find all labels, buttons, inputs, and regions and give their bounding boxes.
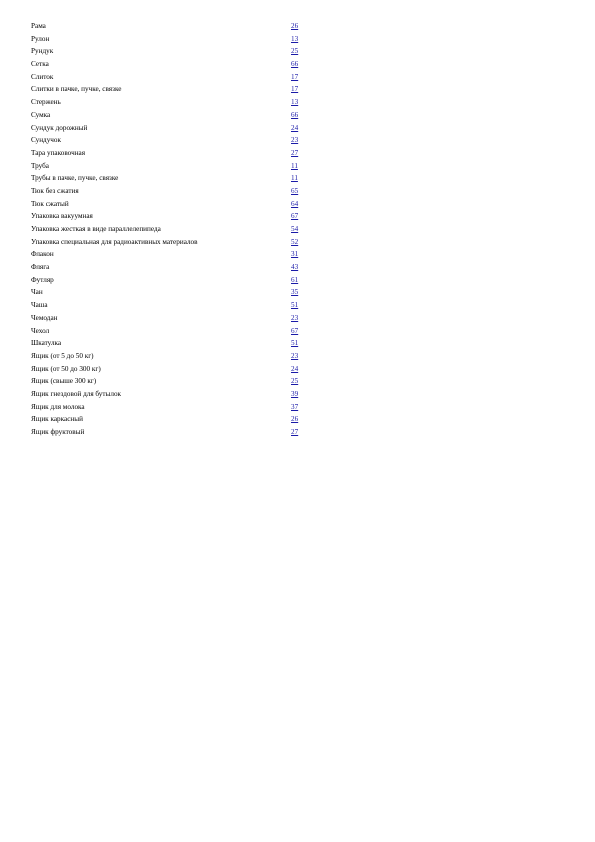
index-entry [31, 312, 311, 325]
index-page-link[interactable]: 25 [291, 377, 299, 386]
index-page-link[interactable]: 13 [291, 98, 299, 107]
index-term: Сумка [31, 110, 51, 119]
index-entry [31, 299, 311, 312]
index-page-link[interactable]: 67 [291, 326, 299, 335]
index-term: Чаша [31, 301, 48, 310]
index-term: Шкатулка [31, 339, 62, 348]
index-page-link[interactable]: 64 [291, 199, 299, 208]
index-entry [31, 185, 311, 198]
index-entry [31, 426, 311, 439]
index-entry [31, 198, 311, 211]
index-term: Трубы в пачке, пучке, связке [31, 174, 119, 183]
index-term: Ящик (от 50 до 300 кг) [31, 364, 101, 373]
index-entry [31, 134, 311, 147]
index-term: Рулон [31, 34, 50, 43]
index-page-link[interactable]: 65 [291, 186, 299, 195]
index-term: Ящик фруктовый [31, 428, 85, 436]
index-page-link[interactable]: 43 [291, 263, 299, 272]
index-term: Футляр [31, 275, 54, 284]
index-page-link[interactable]: 54 [291, 225, 299, 233]
index-entry [31, 223, 311, 236]
index-term: Рундук [31, 47, 54, 56]
index-page-link[interactable]: 52 [291, 237, 299, 246]
index-entry [31, 147, 311, 160]
index-page-link[interactable]: 61 [291, 275, 299, 284]
index-term: Упаковка вакуумная [31, 212, 93, 221]
index-entry [31, 96, 311, 109]
index-entry [31, 388, 311, 401]
index-entry [31, 109, 311, 122]
index-page-link[interactable]: 23 [291, 351, 299, 360]
index-entry [31, 350, 311, 363]
index-page-link[interactable]: 37 [291, 402, 299, 411]
index-term: Тюк без сжатия [31, 186, 79, 195]
index-entry [31, 20, 311, 33]
index-term: Упаковка специальная для радиоактивных материалов [31, 237, 198, 246]
index-page-link[interactable]: 67 [291, 212, 299, 221]
index-term: Флакон [31, 250, 54, 259]
index-entry [31, 261, 311, 274]
index-page-link[interactable]: 11 [291, 174, 298, 183]
index-entry [31, 172, 311, 185]
index-term: Труба [31, 161, 49, 170]
index-term: Ящик (от 5 до 50 кг) [31, 351, 94, 360]
index-term: Чан [31, 288, 43, 297]
index-page-link[interactable]: 51 [291, 339, 299, 348]
index-page-link[interactable]: 26 [291, 22, 299, 30]
index-page-link[interactable]: 25 [291, 47, 299, 56]
index-term: Ящик (свыше 300 кг) [31, 377, 97, 386]
index-term: Фляга [31, 263, 50, 272]
index-list [31, 20, 311, 439]
index-page-link[interactable]: 39 [291, 389, 299, 398]
index-page-link[interactable]: 11 [291, 161, 298, 170]
index-entry [31, 160, 311, 173]
index-term: Тюк сжатый [31, 199, 69, 208]
index-page-link[interactable]: 66 [291, 110, 299, 119]
index-entry [31, 83, 311, 96]
index-page-link[interactable]: 24 [291, 123, 299, 132]
index-entry [31, 401, 311, 414]
index-entry [31, 363, 311, 376]
index-term: Ящик для молока [31, 402, 85, 411]
index-page-link[interactable]: 26 [291, 415, 299, 424]
index-entry [31, 325, 311, 338]
index-entry [31, 337, 311, 350]
index-term: Тара упаковочная [31, 148, 86, 157]
index-term: Сундучок [31, 136, 62, 145]
index-page-link[interactable]: 27 [291, 148, 299, 157]
index-entry [31, 33, 311, 46]
index-term: Слиток [31, 72, 54, 81]
index-page-link[interactable]: 27 [291, 428, 299, 436]
index-term: Упаковка жесткая в виде параллелепипеда [31, 225, 161, 233]
index-page-link[interactable]: 13 [291, 34, 299, 43]
index-entry [31, 210, 311, 223]
index-entry [31, 286, 311, 299]
index-page-link[interactable]: 23 [291, 136, 299, 145]
index-page-link[interactable]: 31 [291, 250, 299, 259]
index-term: Ящик гнездовой для бутылок [31, 389, 122, 398]
index-term: Сетка [31, 60, 49, 69]
index-entry [31, 45, 311, 58]
index-entry [31, 58, 311, 71]
index-page-link[interactable]: 24 [291, 364, 299, 373]
index-page-link[interactable]: 51 [291, 301, 299, 310]
index-entry [31, 248, 311, 261]
index-term: Чехол [31, 326, 50, 335]
index-page-link[interactable]: 17 [291, 72, 299, 81]
index-entry [31, 413, 311, 426]
index-term: Сундук дорожный [31, 123, 88, 132]
index-term: Рама [31, 22, 46, 30]
index-page-link[interactable]: 17 [291, 85, 299, 94]
index-page [31, 20, 311, 439]
index-page-link[interactable]: 35 [291, 288, 299, 297]
index-term: Чемодан [31, 313, 58, 322]
index-entry [31, 274, 311, 287]
index-entry [31, 71, 311, 84]
index-term: Стержень [31, 98, 61, 107]
index-entry [31, 122, 311, 135]
index-term: Ящик каркасный [31, 415, 83, 424]
index-page-link[interactable]: 66 [291, 60, 299, 69]
index-term: Слитки в пачке, пучке, связке [31, 85, 122, 94]
index-page-link[interactable]: 23 [291, 313, 299, 322]
index-entry [31, 236, 311, 249]
index-entry [31, 375, 311, 388]
